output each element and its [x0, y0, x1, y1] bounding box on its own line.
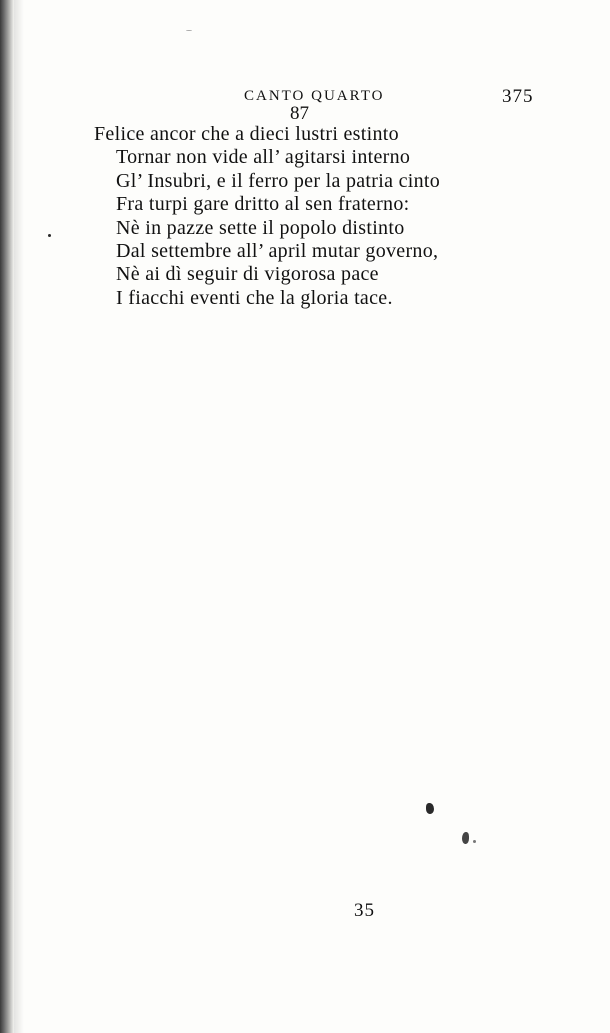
verse-line: Nè ai dì seguir di vigorosa pace — [116, 263, 379, 286]
verse-line: Tornar non vide all’ agitarsi interno — [116, 146, 411, 169]
running-head: CANTO QUARTO — [244, 88, 385, 104]
verse-line: Felice ancor che a dieci lustri estinto — [94, 123, 399, 145]
ink-speck — [186, 30, 192, 31]
verse-line: Dal settembre all’ april mutar governo, — [116, 240, 439, 263]
printer-signature: 35 — [354, 900, 375, 921]
binding-shadow — [14, 0, 24, 1033]
ink-speck — [473, 840, 476, 843]
ink-speck — [426, 803, 434, 814]
stanza-text — [94, 123, 440, 310]
verse-line: Nè in pazze sette il popolo distinto — [116, 216, 405, 239]
page-number: 375 — [502, 86, 534, 107]
stanza-number: 87 — [290, 103, 309, 124]
verse-line: Gl’ Insubri, e il ferro per la patria cinto — [116, 169, 441, 192]
ink-speck — [462, 832, 469, 844]
ink-speck — [48, 234, 51, 237]
binding-edge — [0, 0, 14, 1033]
verse-line: I fiacchi eventi che la gloria tace. — [116, 286, 393, 309]
verse-line: Fra turpi gare dritto al sen fraterno: — [116, 193, 410, 216]
